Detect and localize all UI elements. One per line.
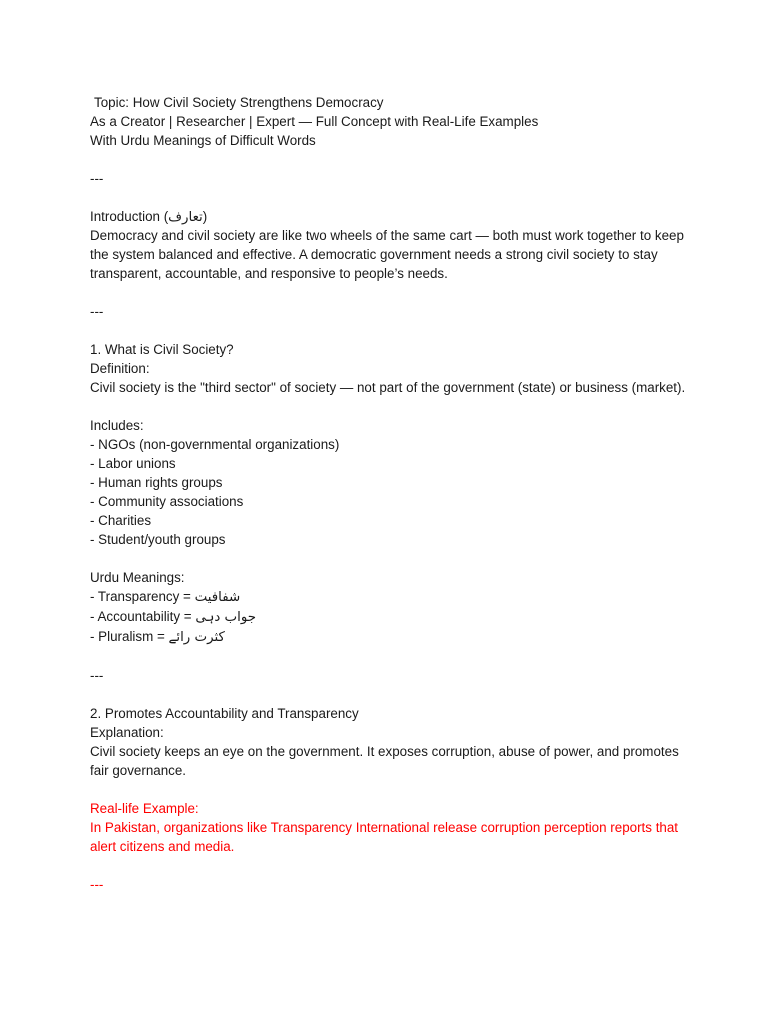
urdu-meanings-label: Urdu Meanings: (90, 570, 185, 585)
introduction-body: Democracy and civil society are like two wheels of the same cart — both must work together to keep the system balanced and effective. A democratic government needs a strong civil society to stay transparent, accountable, and responsive to people’s needs. (90, 228, 684, 281)
list-item: - Community associations (90, 494, 244, 509)
section1-heading: 1. What is Civil Society? (90, 342, 234, 357)
explanation-label: Explanation: (90, 725, 164, 740)
urdu-note: With Urdu Meanings of Difficult Words (90, 133, 316, 148)
document-page (90, 93, 690, 894)
list-item: - NGOs (non-governmental organizations) (90, 437, 340, 452)
separator: --- (90, 171, 104, 186)
includes-label: Includes: (90, 418, 144, 433)
introduction-heading: Introduction (تعارف) (90, 209, 208, 224)
definition-label: Definition: (90, 361, 150, 376)
list-item: - Human rights groups (90, 475, 223, 490)
urdu-meaning-item: - Pluralism = کثرت رائے (90, 629, 225, 645)
list-item: - Labor unions (90, 456, 176, 471)
list-item: - Student/youth groups (90, 532, 226, 547)
example-text: In Pakistan, organizations like Transparency International release corruption perception reports that alert citizens and media. (90, 820, 679, 854)
list-item: - Charities (90, 513, 152, 528)
separator: --- (90, 668, 104, 683)
urdu-meaning-item: - Accountability = جواب دہی (90, 609, 257, 625)
separator: --- (90, 877, 104, 892)
subtitle: As a Creator | Researcher | Expert — Full Concept with Real-Life Examples (90, 114, 539, 129)
urdu-meaning-item: - Transparency = شفافیت (90, 589, 241, 605)
separator: --- (90, 304, 104, 319)
definition-text: Civil society is the "third sector" of society — not part of the government (state) or business (market). (90, 380, 686, 395)
example-label: Real-life Example: (90, 801, 199, 816)
section2-heading: 2. Promotes Accountability and Transparency (90, 706, 359, 721)
explanation-text: Civil society keeps an eye on the government. It exposes corruption, abuse of power, and promotes fair governance. (90, 744, 679, 778)
topic-title: Topic: How Civil Society Strengthens Democracy (94, 95, 384, 110)
